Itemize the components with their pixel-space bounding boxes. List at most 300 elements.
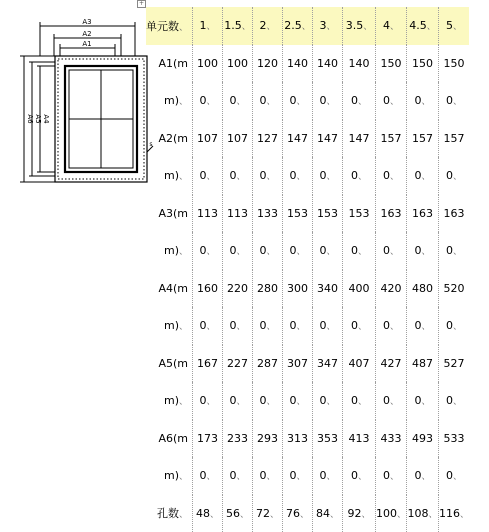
- value-cell: [193, 232, 223, 270]
- value-text-tail: 0: [200, 319, 207, 332]
- value-text-tail: 0: [230, 169, 237, 182]
- header-text: 4: [383, 19, 390, 32]
- value-cell: [223, 382, 253, 420]
- value-text-head: 300: [287, 282, 308, 295]
- value-cell: [223, 195, 253, 233]
- value-cell: [253, 382, 283, 420]
- cell-end-mark: 、: [179, 510, 188, 520]
- cell-end-mark: 、: [362, 510, 371, 520]
- value-cell: [313, 45, 343, 83]
- value-cell: [193, 457, 223, 495]
- value-text-head: 150: [412, 57, 433, 70]
- value-cell: [313, 82, 343, 120]
- value-cell: [193, 270, 223, 308]
- value-text-head: 100: [227, 57, 248, 70]
- row-label-text: 孔数: [157, 507, 179, 520]
- value-text-tail: 0: [290, 319, 297, 332]
- value-cell: [376, 232, 407, 270]
- value-cell: [407, 82, 439, 120]
- value-text-head: 227: [227, 357, 248, 370]
- value-text-tail: 0: [320, 319, 327, 332]
- value-cell: [193, 382, 223, 420]
- value-text-tail: 0: [351, 319, 358, 332]
- value-text-tail: 0: [446, 169, 453, 182]
- value-cell: [376, 345, 407, 383]
- value-cell: [439, 45, 470, 83]
- value-cell: [283, 232, 313, 270]
- value-text-head: 347: [317, 357, 338, 370]
- value-cell: [313, 195, 343, 233]
- row-label-cell: [146, 82, 193, 120]
- cell-end-mark: 、: [207, 247, 216, 257]
- dimension-spec-table: [146, 7, 469, 532]
- value-text-tail: 0: [415, 319, 422, 332]
- value-text-head: 153: [317, 207, 338, 220]
- value-cell: [439, 82, 470, 120]
- cell-end-mark: 、: [237, 322, 246, 332]
- cell-end-mark: 、: [302, 22, 311, 32]
- value-text-head: 113: [227, 207, 248, 220]
- value-text-tail: 0: [383, 169, 390, 182]
- row-label-text: A3(m: [158, 207, 188, 220]
- value-text-tail: 0: [200, 469, 207, 482]
- value-cell: [343, 420, 376, 458]
- hole-count-text: 100: [376, 507, 397, 520]
- table-row-continuation: [146, 82, 469, 120]
- cell-end-mark: 、: [358, 247, 367, 257]
- row-label-text: m): [164, 469, 179, 482]
- cell-end-mark: 、: [297, 472, 306, 482]
- row-label-text: A6(m: [158, 432, 188, 445]
- hole-count-cell: [313, 495, 343, 532]
- hole-count-text: 56: [226, 507, 240, 520]
- value-text-tail: 0: [200, 94, 207, 107]
- value-text-head: 147: [349, 132, 370, 145]
- cell-end-mark: 、: [422, 247, 431, 257]
- value-text-tail: 0: [230, 319, 237, 332]
- cell-end-mark: 、: [267, 397, 276, 407]
- value-cell: [439, 345, 470, 383]
- row-label-cell: [146, 45, 193, 83]
- value-text-head: 150: [444, 57, 465, 70]
- hole-count-text: 84: [316, 507, 330, 520]
- value-cell: [253, 345, 283, 383]
- value-text-head: 133: [257, 207, 278, 220]
- cell-end-mark: 、: [390, 397, 399, 407]
- value-cell: [253, 270, 283, 308]
- header-cell: [407, 7, 439, 45]
- hole-count-text: 108: [408, 507, 429, 520]
- row-label-cell: [146, 120, 193, 158]
- value-text-tail: 0: [260, 394, 267, 407]
- value-text-head: 173: [197, 432, 218, 445]
- value-cell: [407, 195, 439, 233]
- value-text-head: 413: [349, 432, 370, 445]
- cell-end-mark: 、: [179, 172, 188, 182]
- value-text-head: 153: [287, 207, 308, 220]
- value-cell: [283, 307, 313, 345]
- cell-end-mark: 、: [453, 22, 462, 32]
- value-text-tail: 0: [415, 394, 422, 407]
- header-cell: [193, 7, 223, 45]
- value-text-tail: 0: [320, 394, 327, 407]
- cell-end-mark: 、: [422, 97, 431, 107]
- value-cell: [439, 157, 470, 195]
- cell-end-mark: 、: [429, 510, 438, 520]
- cell-end-mark: 、: [453, 397, 462, 407]
- value-cell: [407, 45, 439, 83]
- value-cell: [343, 195, 376, 233]
- cell-end-mark: 、: [179, 247, 188, 257]
- value-cell: [313, 120, 343, 158]
- header-text: 2.5: [284, 19, 302, 32]
- cell-end-mark: 、: [237, 172, 246, 182]
- value-text-tail: 0: [200, 169, 207, 182]
- value-text-head: 287: [257, 357, 278, 370]
- value-text-head: 107: [227, 132, 248, 145]
- value-cell: [223, 157, 253, 195]
- row-label-text: A1(m: [158, 57, 188, 70]
- table-row-continuation: [146, 457, 469, 495]
- value-text-tail: 0: [260, 319, 267, 332]
- value-cell: [193, 195, 223, 233]
- cell-end-mark: 、: [358, 97, 367, 107]
- dim-label-a1: A1: [82, 40, 91, 48]
- dim-label-a4: A4: [42, 114, 50, 124]
- row-label-cell: [146, 232, 193, 270]
- value-cell: [253, 195, 283, 233]
- header-label-cell: [146, 7, 193, 45]
- value-text-tail: 0: [415, 469, 422, 482]
- cell-end-mark: 、: [240, 510, 249, 520]
- cell-end-mark: 、: [453, 97, 462, 107]
- cell-end-mark: 、: [267, 472, 276, 482]
- value-cell: [376, 120, 407, 158]
- value-text-tail: 0: [446, 394, 453, 407]
- header-cell: [223, 7, 253, 45]
- value-text-tail: 0: [230, 244, 237, 257]
- value-cell: [439, 457, 470, 495]
- table-row: [146, 420, 469, 458]
- value-cell: [223, 45, 253, 83]
- row-label-cell: [146, 420, 193, 458]
- cell-end-mark: 、: [390, 22, 399, 32]
- value-text-tail: 0: [290, 469, 297, 482]
- value-cell: [223, 457, 253, 495]
- cell-end-mark: 、: [297, 97, 306, 107]
- value-text-tail: 0: [320, 169, 327, 182]
- cell-end-mark: 、: [327, 472, 336, 482]
- value-text-head: 113: [197, 207, 218, 220]
- value-text-tail: 0: [351, 394, 358, 407]
- hole-count-row: [146, 495, 469, 532]
- value-text-tail: 0: [260, 169, 267, 182]
- value-text-head: 140: [287, 57, 308, 70]
- value-cell: [223, 120, 253, 158]
- value-cell: [253, 307, 283, 345]
- cell-end-mark: 、: [390, 472, 399, 482]
- header-text: 3: [320, 19, 327, 32]
- header-text: 5: [446, 19, 453, 32]
- hole-count-cell: [223, 495, 253, 532]
- value-text-tail: 0: [351, 94, 358, 107]
- table-header-row: [146, 7, 469, 45]
- value-text-head: 127: [257, 132, 278, 145]
- value-text-tail: 0: [446, 469, 453, 482]
- row-label-text: m): [164, 94, 179, 107]
- value-cell: [439, 270, 470, 308]
- value-text-tail: 0: [260, 469, 267, 482]
- cell-end-mark: 、: [267, 172, 276, 182]
- value-cell: [407, 157, 439, 195]
- header-text: 单元数: [146, 20, 179, 33]
- hole-count-cell: [193, 495, 223, 532]
- value-cell: [253, 82, 283, 120]
- cell-end-mark: 、: [179, 472, 188, 482]
- value-cell: [439, 232, 470, 270]
- cell-end-mark: 、: [297, 172, 306, 182]
- value-cell: [253, 157, 283, 195]
- value-cell: [376, 307, 407, 345]
- value-text-tail: 0: [383, 244, 390, 257]
- value-text-tail: 0: [320, 94, 327, 107]
- value-cell: [193, 157, 223, 195]
- value-text-head: 163: [444, 207, 465, 220]
- frame-dimension-diagram: [20, 12, 155, 192]
- cell-end-mark: 、: [179, 397, 188, 407]
- value-cell: [283, 345, 313, 383]
- row-label-text: A4(m: [158, 282, 188, 295]
- header-cell: [439, 7, 470, 45]
- value-cell: [313, 345, 343, 383]
- value-text-head: 520: [444, 282, 465, 295]
- cell-end-mark: 、: [237, 397, 246, 407]
- value-text-tail: 0: [383, 319, 390, 332]
- value-cell: [283, 157, 313, 195]
- value-cell: [193, 420, 223, 458]
- value-cell: [343, 157, 376, 195]
- header-cell: [253, 7, 283, 45]
- value-cell: [376, 382, 407, 420]
- value-cell: [313, 307, 343, 345]
- value-cell: [343, 307, 376, 345]
- value-cell: [283, 82, 313, 120]
- hole-count-cell: [283, 495, 313, 532]
- hole-count-cell: [439, 495, 470, 532]
- cell-end-mark: 、: [207, 172, 216, 182]
- value-cell: [343, 82, 376, 120]
- hole-count-text: 92: [348, 507, 362, 520]
- value-cell: [376, 82, 407, 120]
- value-cell: [223, 232, 253, 270]
- row-label-text: A2(m: [158, 132, 188, 145]
- dim-label-a2: A2: [82, 30, 91, 38]
- value-text-tail: 0: [290, 394, 297, 407]
- value-cell: [376, 195, 407, 233]
- cell-end-mark: 、: [358, 397, 367, 407]
- cell-end-mark: 、: [363, 22, 372, 32]
- cell-end-mark: 、: [453, 247, 462, 257]
- hole-count-cell: [343, 495, 376, 532]
- hole-count-cell: [376, 495, 407, 532]
- cell-end-mark: 、: [179, 23, 188, 33]
- row-label-cell: [146, 157, 193, 195]
- value-text-tail: 0: [320, 244, 327, 257]
- cell-end-mark: 、: [327, 247, 336, 257]
- cell-end-mark: 、: [207, 472, 216, 482]
- cell-end-mark: 、: [179, 97, 188, 107]
- hole-count-text: 48: [196, 507, 210, 520]
- value-cell: [439, 195, 470, 233]
- value-text-head: 533: [444, 432, 465, 445]
- row-label-cell: [146, 495, 193, 532]
- value-text-head: 157: [412, 132, 433, 145]
- value-cell: [253, 120, 283, 158]
- value-text-tail: 0: [290, 244, 297, 257]
- value-cell: [407, 420, 439, 458]
- value-cell: [313, 157, 343, 195]
- cell-end-mark: 、: [270, 510, 279, 520]
- value-text-head: 280: [257, 282, 278, 295]
- value-cell: [253, 457, 283, 495]
- value-cell: [253, 232, 283, 270]
- row-label-text: m): [164, 319, 179, 332]
- value-text-head: 167: [197, 357, 218, 370]
- value-text-head: 233: [227, 432, 248, 445]
- row-label-text: m): [164, 244, 179, 257]
- header-text: 2: [260, 19, 267, 32]
- value-text-tail: 0: [260, 244, 267, 257]
- value-text-head: 140: [349, 57, 370, 70]
- value-cell: [376, 420, 407, 458]
- cell-end-mark: 、: [330, 510, 339, 520]
- value-text-tail: 0: [415, 169, 422, 182]
- value-text-head: 427: [381, 357, 402, 370]
- cell-end-mark: 、: [267, 97, 276, 107]
- value-cell: [223, 82, 253, 120]
- value-text-head: 307: [287, 357, 308, 370]
- value-text-tail: 0: [200, 244, 207, 257]
- cell-end-mark: 、: [207, 22, 216, 32]
- table-row: [146, 270, 469, 308]
- cell-end-mark: 、: [267, 322, 276, 332]
- value-text-tail: 0: [351, 244, 358, 257]
- value-text-head: 150: [381, 57, 402, 70]
- hole-count-text: 76: [286, 507, 300, 520]
- value-cell: [407, 382, 439, 420]
- value-cell: [407, 270, 439, 308]
- value-cell: [283, 382, 313, 420]
- value-cell: [343, 270, 376, 308]
- row-label-cell: [146, 382, 193, 420]
- value-text-tail: 0: [230, 469, 237, 482]
- value-cell: [193, 345, 223, 383]
- value-text-head: 493: [412, 432, 433, 445]
- cell-end-mark: 、: [390, 172, 399, 182]
- value-text-head: 400: [349, 282, 370, 295]
- header-cell: [313, 7, 343, 45]
- value-text-tail: 0: [351, 169, 358, 182]
- cell-end-mark: 、: [267, 22, 276, 32]
- header-text: 1.5: [224, 19, 242, 32]
- value-cell: [193, 120, 223, 158]
- cell-end-mark: 、: [390, 97, 399, 107]
- value-text-head: 163: [412, 207, 433, 220]
- value-cell: [343, 345, 376, 383]
- table-move-handle-icon[interactable]: +: [137, 0, 146, 8]
- value-text-tail: 0: [446, 244, 453, 257]
- row-label-text: A5(m: [158, 357, 188, 370]
- cell-end-mark: 、: [207, 97, 216, 107]
- value-cell: [313, 457, 343, 495]
- cell-end-mark: 、: [427, 22, 436, 32]
- cell-end-mark: 、: [179, 322, 188, 332]
- row-label-cell: [146, 345, 193, 383]
- header-cell: [376, 7, 407, 45]
- hole-count-cell: [407, 495, 439, 532]
- value-cell: [223, 420, 253, 458]
- value-text-head: 107: [197, 132, 218, 145]
- row-label-text: m): [164, 394, 179, 407]
- value-cell: [193, 45, 223, 83]
- value-text-head: 313: [287, 432, 308, 445]
- cell-end-mark: 、: [453, 472, 462, 482]
- value-cell: [313, 270, 343, 308]
- cell-end-mark: 、: [422, 472, 431, 482]
- hole-count-cell: [253, 495, 283, 532]
- value-text-tail: 0: [230, 94, 237, 107]
- value-text-head: 100: [197, 57, 218, 70]
- value-cell: [439, 120, 470, 158]
- cell-end-mark: 、: [358, 322, 367, 332]
- value-text-tail: 0: [383, 469, 390, 482]
- value-text-tail: 0: [290, 94, 297, 107]
- value-cell: [283, 195, 313, 233]
- value-cell: [283, 420, 313, 458]
- value-text-tail: 0: [260, 94, 267, 107]
- dim-label-a5: A5: [34, 114, 42, 123]
- value-cell: [407, 457, 439, 495]
- value-cell: [343, 382, 376, 420]
- cell-end-mark: 、: [422, 322, 431, 332]
- value-cell: [283, 45, 313, 83]
- cell-end-mark: 、: [237, 472, 246, 482]
- header-text: 4.5: [409, 19, 427, 32]
- cell-end-mark: 、: [358, 172, 367, 182]
- table-row: [146, 195, 469, 233]
- value-text-head: 527: [444, 357, 465, 370]
- value-text-head: 340: [317, 282, 338, 295]
- value-cell: [343, 120, 376, 158]
- value-text-tail: 0: [383, 394, 390, 407]
- value-cell: [407, 307, 439, 345]
- value-text-head: 153: [349, 207, 370, 220]
- value-cell: [253, 420, 283, 458]
- cell-end-mark: 、: [300, 510, 309, 520]
- value-text-head: 420: [381, 282, 402, 295]
- row-label-cell: [146, 307, 193, 345]
- value-text-head: 293: [257, 432, 278, 445]
- cell-end-mark: 、: [297, 397, 306, 407]
- table-row-continuation: [146, 232, 469, 270]
- value-cell: [376, 157, 407, 195]
- value-text-tail: 0: [200, 394, 207, 407]
- value-text-head: 147: [287, 132, 308, 145]
- header-cell: [343, 7, 376, 45]
- value-text-tail: 0: [320, 469, 327, 482]
- value-text-head: 140: [317, 57, 338, 70]
- header-text: 1: [200, 19, 207, 32]
